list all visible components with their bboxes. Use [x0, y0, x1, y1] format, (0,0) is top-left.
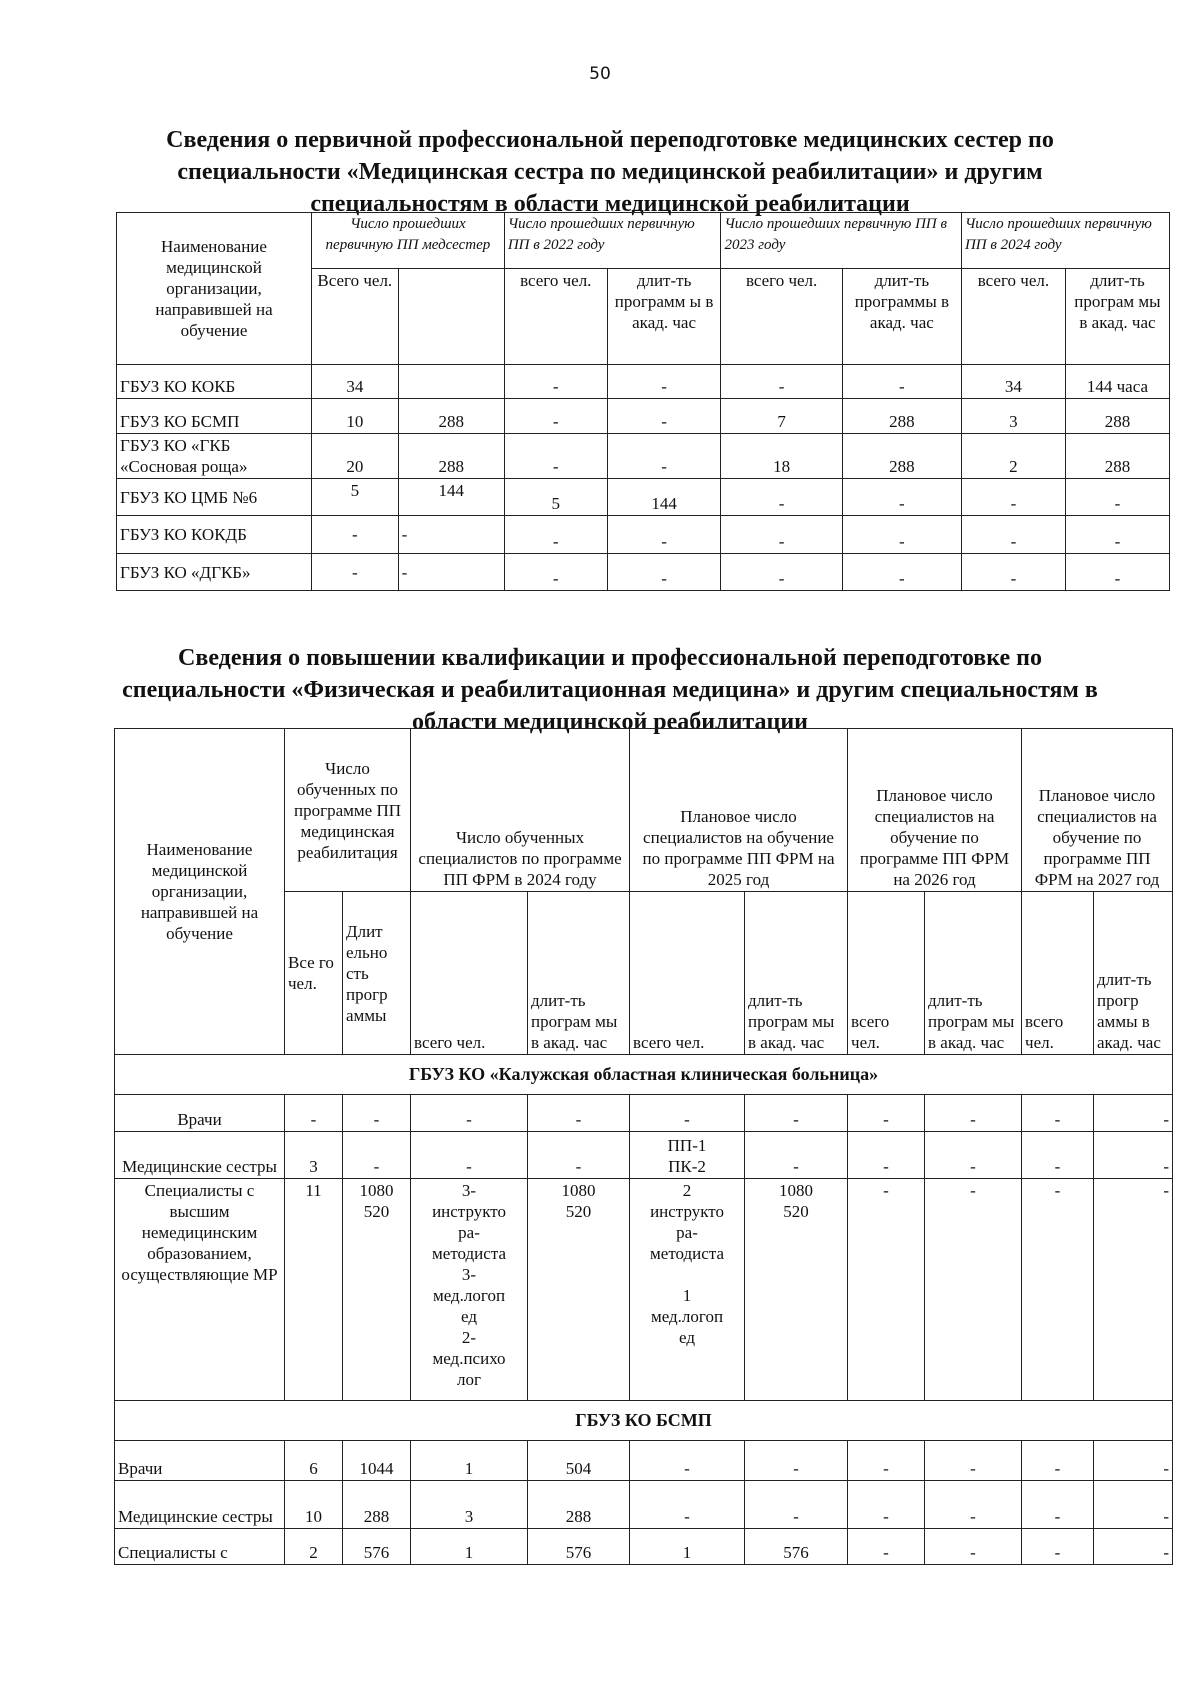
- cell: -: [398, 554, 504, 591]
- cell: -: [848, 1095, 925, 1132]
- cell: -: [925, 1095, 1022, 1132]
- table-row: [117, 399, 1170, 434]
- subheader: длит-ть программ ы в акад. час: [607, 269, 721, 365]
- cell: -: [1094, 1179, 1173, 1401]
- cell: 288: [528, 1481, 630, 1529]
- subheader: длит-ть програм мы в акад. час: [745, 892, 848, 1055]
- cell: -: [311, 516, 398, 554]
- subheader: [398, 269, 504, 365]
- cell: ПП-1 ПК-2: [630, 1132, 745, 1179]
- table-row: [115, 1095, 1173, 1132]
- cell: -: [411, 1132, 528, 1179]
- subheader: всего чел.: [961, 269, 1065, 365]
- cell: -: [411, 1095, 528, 1132]
- cell: -: [721, 365, 842, 399]
- cell: -: [607, 434, 721, 479]
- subheader: всего чел.: [721, 269, 842, 365]
- cell: 504: [528, 1441, 630, 1481]
- cell: -: [848, 1481, 925, 1529]
- cell: -: [1022, 1095, 1094, 1132]
- table-row: [115, 1132, 1173, 1179]
- org-name: ГБУЗ КО КОКБ: [117, 365, 312, 399]
- section2-title: Сведения о повышении квалификации и профессиональной переподготовке по специальности «Физическая и реабилитационная медицина» и другим специальностям в области медицинской реабилитации: [122, 645, 1098, 735]
- cell: -: [504, 516, 607, 554]
- cell: 7: [721, 399, 842, 434]
- cell: -: [1094, 1481, 1173, 1529]
- subheader: длит-ть програм мы в акад. час: [1065, 269, 1169, 365]
- cell: -: [961, 516, 1065, 554]
- cell: 576: [528, 1529, 630, 1565]
- subheader: Все го чел.: [285, 892, 343, 1055]
- table-row: [117, 434, 1170, 479]
- cell: 1: [411, 1441, 528, 1481]
- group-header: Число прошедших первичную ПП медсестер: [311, 213, 504, 269]
- cell: -: [1094, 1529, 1173, 1565]
- cell: 11: [285, 1179, 343, 1401]
- cell: -: [504, 365, 607, 399]
- subheader: всего чел.: [411, 892, 528, 1055]
- primary-retraining-table: [116, 212, 1170, 591]
- org-section-header: ГБУЗ КО «Калужская областная клиническая больница»: [115, 1055, 1173, 1095]
- cell: 3- инструкто ра- методиста 3- мед.логоп ед 2- мед.психо лог: [411, 1179, 528, 1401]
- cell: -: [607, 516, 721, 554]
- cell: 144: [607, 479, 721, 516]
- subheader: Длит ельно сть прогр аммы: [343, 892, 411, 1055]
- subheader: всего чел.: [630, 892, 745, 1055]
- cell: -: [1065, 479, 1169, 516]
- cell: 288: [1065, 434, 1169, 479]
- cell: -: [1094, 1132, 1173, 1179]
- cell: -: [721, 479, 842, 516]
- cell: -: [961, 554, 1065, 591]
- cell: -: [925, 1481, 1022, 1529]
- cell: 2: [285, 1529, 343, 1565]
- cell: 144: [398, 479, 504, 516]
- group-header: Число прошедших первичную ПП в 2022 году: [504, 213, 721, 269]
- org-name: ГБУЗ КО «ДГКБ»: [117, 554, 312, 591]
- row-label: Врачи: [115, 1441, 285, 1481]
- cell: -: [745, 1441, 848, 1481]
- group-header: Плановое число специалистов на обучение по программе ПП ФРМ на 2025 год: [630, 729, 848, 892]
- subheader: всего чел.: [848, 892, 925, 1055]
- row-label: Специалисты с высшим немедицинским образованием, осуществляющие МР: [115, 1179, 285, 1401]
- cell: -: [504, 399, 607, 434]
- cell: 288: [343, 1481, 411, 1529]
- subheader: всего чел.: [1022, 892, 1094, 1055]
- group-header: Число обученных по программе ПП медицинская реабилитация: [285, 729, 411, 892]
- org-name: ГБУЗ КО КОКДБ: [117, 516, 312, 554]
- cell: -: [528, 1095, 630, 1132]
- cell: -: [721, 554, 842, 591]
- cell: 576: [745, 1529, 848, 1565]
- cell: 288: [1065, 399, 1169, 434]
- cell: -: [1094, 1441, 1173, 1481]
- cell: 5: [311, 479, 398, 516]
- cell: -: [630, 1095, 745, 1132]
- cell: 3: [411, 1481, 528, 1529]
- cell: 576: [343, 1529, 411, 1565]
- cell: 34: [311, 365, 398, 399]
- subheader: длит-ть програм мы в акад. час: [925, 892, 1022, 1055]
- cell: -: [1022, 1481, 1094, 1529]
- subheader: длит-ть програм мы в акад. час: [528, 892, 630, 1055]
- org-name: ГБУЗ КО ЦМБ №6: [117, 479, 312, 516]
- cell: -: [504, 434, 607, 479]
- table-row: [117, 365, 1170, 399]
- cell: -: [745, 1132, 848, 1179]
- subheader: длит-ть программы в акад. час: [842, 269, 961, 365]
- cell: 288: [398, 399, 504, 434]
- row-label: Врачи: [115, 1095, 285, 1132]
- cell: -: [343, 1095, 411, 1132]
- cell: 288: [842, 434, 961, 479]
- table-row: [115, 1481, 1173, 1529]
- cell: 3: [961, 399, 1065, 434]
- cell: -: [925, 1179, 1022, 1401]
- table-row: [117, 554, 1170, 591]
- cell: 34: [961, 365, 1065, 399]
- cell: -: [1094, 1095, 1173, 1132]
- cell: -: [848, 1132, 925, 1179]
- section1-title: Сведения о первичной профессиональной переподготовке медицинских сестер по специальности «Медицинская сестра по медицинской реабилитации» и другим специальностям в области медицинской реабилитации: [166, 127, 1054, 217]
- cell: 1080 520: [528, 1179, 630, 1401]
- org-name: ГБУЗ КО БСМП: [117, 399, 312, 434]
- cell: 1080 520: [343, 1179, 411, 1401]
- cell: 288: [398, 434, 504, 479]
- cell: -: [925, 1441, 1022, 1481]
- cell: -: [848, 1529, 925, 1565]
- cell: 2: [961, 434, 1065, 479]
- cell: 288: [842, 399, 961, 434]
- cell: -: [848, 1179, 925, 1401]
- cell: -: [745, 1481, 848, 1529]
- table-row: [117, 479, 1170, 516]
- org-name: ГБУЗ КО «ГКБ «Сосновая роща»: [117, 434, 312, 479]
- row-label: Специалисты с: [115, 1529, 285, 1565]
- cell: -: [343, 1132, 411, 1179]
- cell: -: [1022, 1132, 1094, 1179]
- cell: -: [842, 516, 961, 554]
- group-header: Плановое число специалистов на обучение по программе ПП ФРМ на 2027 год: [1022, 729, 1173, 892]
- cell: -: [1022, 1441, 1094, 1481]
- cell: 6: [285, 1441, 343, 1481]
- cell: 20: [311, 434, 398, 479]
- subheader: всего чел.: [504, 269, 607, 365]
- frm-training-table: [114, 728, 1173, 1565]
- cell: -: [842, 365, 961, 399]
- subheader: Всего чел.: [311, 269, 398, 365]
- cell: 5: [504, 479, 607, 516]
- cell: -: [285, 1095, 343, 1132]
- cell: -: [528, 1132, 630, 1179]
- cell: -: [1065, 516, 1169, 554]
- cell: 10: [311, 399, 398, 434]
- cell: 3: [285, 1132, 343, 1179]
- table-row: [115, 1441, 1173, 1481]
- org-header: Наименование медицинской организации, направившей на обучение: [115, 729, 285, 1055]
- group-header: Число обученных специалистов по программе ПП ФРМ в 2024 году: [411, 729, 630, 892]
- org-header: Наименование медицинской организации, направившей на обучение: [117, 213, 312, 365]
- cell: 1: [630, 1529, 745, 1565]
- cell: -: [961, 479, 1065, 516]
- group-header: Плановое число специалистов на обучение по программе ПП ФРМ на 2026 год: [848, 729, 1022, 892]
- cell: 2 инструкто ра- методиста 1 мед.логоп ед: [630, 1179, 745, 1401]
- cell: -: [721, 516, 842, 554]
- cell: -: [630, 1441, 745, 1481]
- cell: -: [1022, 1179, 1094, 1401]
- cell: -: [398, 516, 504, 554]
- group-header: Число прошедших первичную ПП в 2024 году: [961, 213, 1169, 269]
- cell: -: [842, 479, 961, 516]
- cell: -: [1022, 1529, 1094, 1565]
- table-row: [117, 516, 1170, 554]
- cell: 144 часа: [1065, 365, 1169, 399]
- cell: -: [607, 399, 721, 434]
- cell: -: [311, 554, 398, 591]
- org-section-header: ГБУЗ КО БСМП: [115, 1401, 1173, 1441]
- cell: 10: [285, 1481, 343, 1529]
- cell: -: [925, 1529, 1022, 1565]
- group-header: Число прошедших первичную ПП в 2023 году: [721, 213, 961, 269]
- cell: -: [630, 1481, 745, 1529]
- cell: -: [925, 1132, 1022, 1179]
- cell: 1080 520: [745, 1179, 848, 1401]
- cell: -: [607, 554, 721, 591]
- cell: -: [1065, 554, 1169, 591]
- cell: 1: [411, 1529, 528, 1565]
- cell: -: [607, 365, 721, 399]
- row-label: Медицинские сестры: [115, 1481, 285, 1529]
- cell: 18: [721, 434, 842, 479]
- cell: 1044: [343, 1441, 411, 1481]
- page-number: 50: [589, 64, 611, 84]
- cell: [398, 365, 504, 399]
- cell: -: [848, 1441, 925, 1481]
- cell: -: [842, 554, 961, 591]
- table-row: [115, 1529, 1173, 1565]
- row-label: Медицинские сестры: [115, 1132, 285, 1179]
- cell: -: [504, 554, 607, 591]
- cell: -: [745, 1095, 848, 1132]
- subheader: длит-ть прогр аммы в акад. час: [1094, 892, 1173, 1055]
- table-row: [115, 1179, 1173, 1401]
